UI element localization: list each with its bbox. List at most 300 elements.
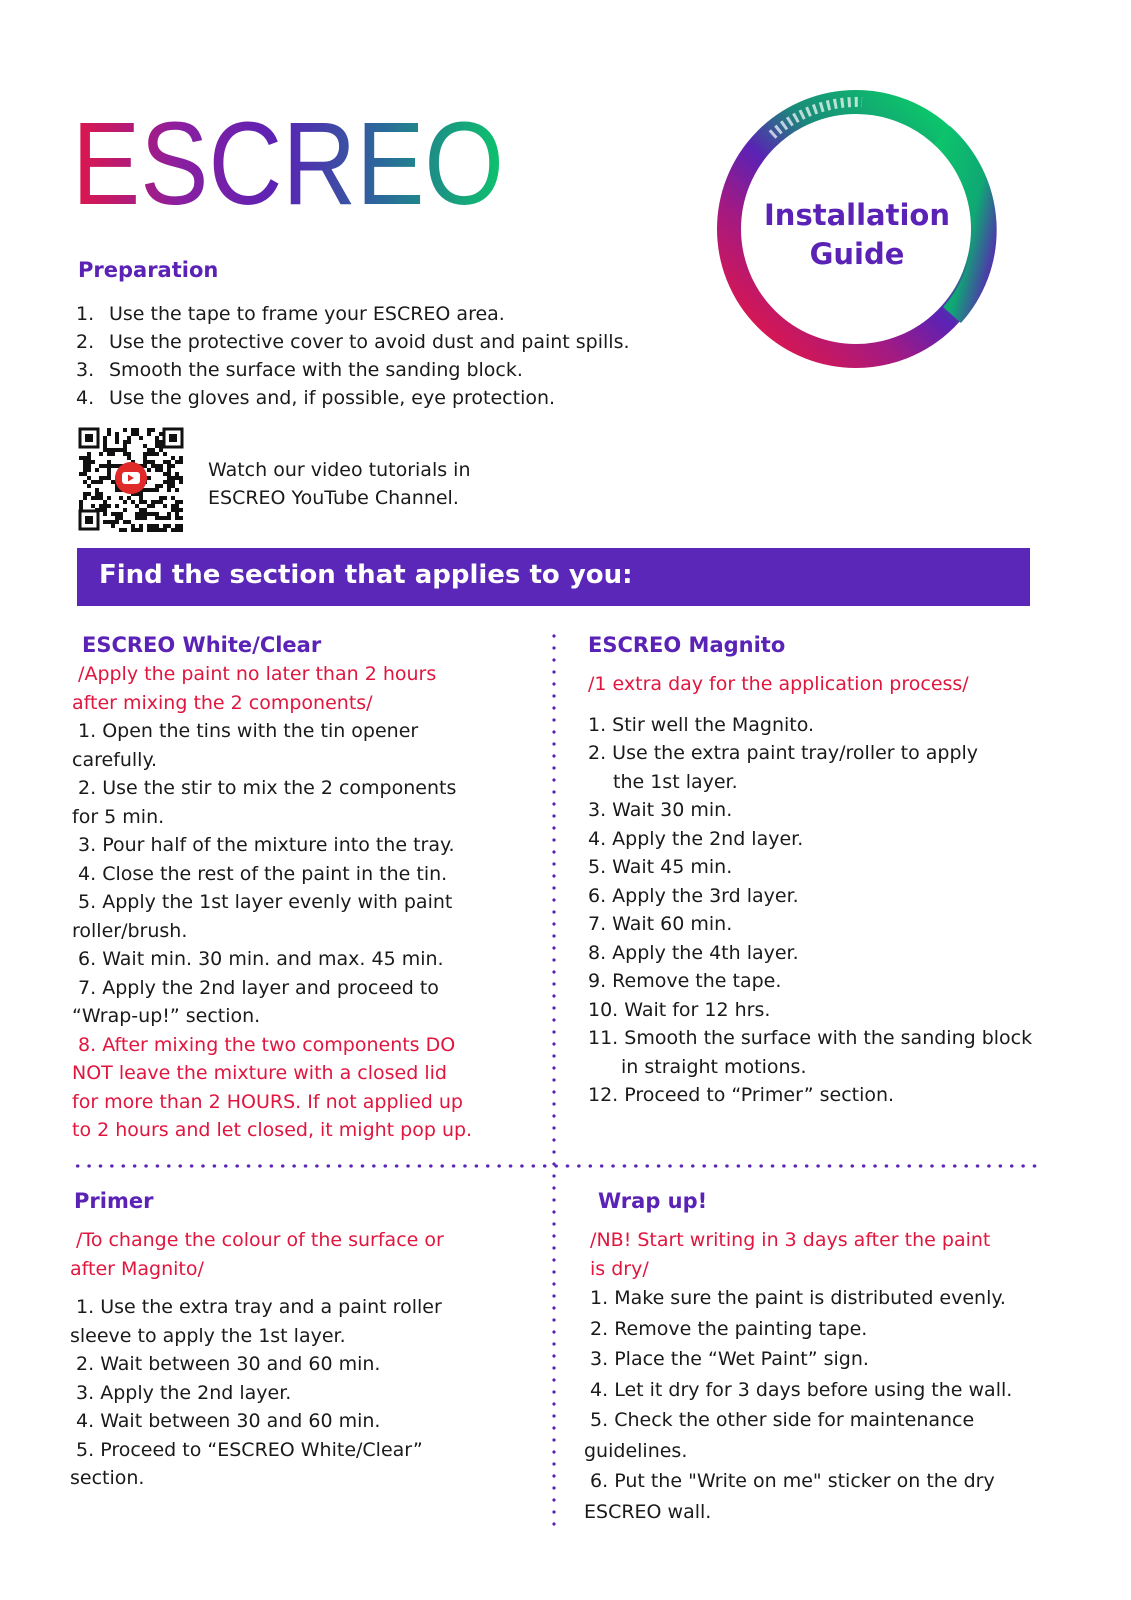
qr-module	[115, 436, 119, 440]
qr-module	[123, 452, 127, 456]
qr-module	[135, 528, 139, 532]
qr-module	[163, 516, 167, 520]
qr-module	[107, 520, 111, 524]
logo-text: ESCREO	[72, 98, 504, 230]
step-line: 1. Use the extra tray and a paint roller	[70, 1296, 442, 1318]
qr-module	[115, 432, 119, 436]
qr-module	[79, 504, 83, 508]
qr-module	[155, 464, 159, 468]
qr-module	[139, 528, 143, 532]
qr-module	[155, 468, 159, 472]
qr-module	[163, 524, 167, 528]
qr-module	[91, 504, 95, 508]
qr-module	[119, 496, 123, 500]
qr-module	[103, 440, 107, 444]
step-line: ESCREO wall.	[584, 1500, 712, 1523]
qr-module	[127, 440, 131, 444]
qr-module	[151, 464, 155, 468]
qr-module	[135, 512, 139, 516]
step-line: roller/brush.	[72, 919, 188, 942]
step-line: 2. Use the stir to mix the 2 components	[72, 777, 457, 799]
step-line: 10. Wait for 12 hrs.	[588, 998, 771, 1021]
step-line: carefully.	[72, 748, 158, 771]
qr-module	[171, 528, 175, 532]
qr-module	[147, 528, 151, 532]
badge-line-1: Installation	[764, 198, 950, 232]
qr-module	[107, 472, 111, 476]
qr-module	[83, 492, 87, 496]
qr-module	[127, 436, 131, 440]
qr-module	[99, 492, 103, 496]
qr-module	[159, 448, 163, 452]
qr-module	[111, 448, 115, 452]
qr-module	[159, 464, 163, 468]
preparation-item	[76, 356, 630, 384]
qr-module	[159, 432, 163, 436]
qr-module	[119, 512, 123, 516]
qr-module	[107, 468, 111, 472]
qr-module	[115, 440, 119, 444]
qr-module	[83, 464, 87, 468]
qr-module	[103, 476, 107, 480]
qr-module	[139, 496, 143, 500]
qr-module	[111, 524, 115, 528]
qr-module	[139, 492, 143, 496]
step-line: for 5 min.	[72, 805, 165, 828]
qr-module	[155, 512, 159, 516]
qr-module	[103, 436, 107, 440]
qr-module	[115, 448, 119, 452]
qr-module	[175, 500, 179, 504]
qr-module	[115, 520, 119, 524]
qr-module	[175, 524, 179, 528]
qr-module	[171, 484, 175, 488]
qr-module	[143, 452, 147, 456]
qr-module	[167, 484, 171, 488]
qr-module	[175, 512, 179, 516]
qr-module	[131, 428, 135, 432]
qr-module	[143, 512, 147, 516]
qr-module	[103, 512, 107, 516]
qr-module	[79, 472, 83, 476]
qr-module	[167, 516, 171, 520]
qr-module	[171, 476, 175, 480]
qr-module	[91, 480, 95, 484]
qr-module	[151, 488, 155, 492]
section-title: ESCREO White/Clear	[82, 633, 322, 657]
qr-module	[87, 452, 91, 456]
section-title: Primer	[74, 1189, 154, 1213]
step-line: 9. Remove the tape.	[588, 970, 782, 992]
qr-module	[155, 444, 159, 448]
qr-module	[163, 496, 167, 500]
qr-module	[163, 528, 167, 532]
section-note: /Apply the paint no later than 2 hours	[72, 663, 437, 685]
step-list	[584, 1283, 1084, 1527]
qr-module	[99, 504, 103, 508]
step-line: 3. Wait 30 min.	[588, 799, 733, 821]
qr-module	[171, 464, 175, 468]
qr-module	[151, 512, 155, 516]
qr-module	[159, 440, 163, 444]
step-line: guidelines.	[584, 1439, 688, 1462]
qr-module	[179, 508, 183, 512]
step-line: 2. Remove the painting tape.	[584, 1317, 868, 1340]
qr-module	[163, 504, 167, 508]
qr-module	[159, 468, 163, 472]
qr-module	[147, 488, 151, 492]
section-white-clear	[72, 630, 542, 1145]
qr-module	[119, 516, 123, 520]
section-note: after mixing the 2 components/	[72, 691, 373, 714]
qr-module	[167, 464, 171, 468]
step-line: 6. Wait min. 30 min. and max. 45 min.	[72, 948, 444, 970]
qr-module	[107, 476, 111, 480]
video-line-2: ESCREO YouTube Channel.	[208, 487, 459, 509]
item-number: 4.	[76, 387, 95, 409]
qr-module	[115, 488, 119, 492]
qr-module	[123, 428, 127, 432]
qr-module	[123, 448, 127, 452]
qr-module	[151, 524, 155, 528]
section-note: /1 extra day for the application process/	[588, 673, 969, 695]
qr-module	[87, 456, 91, 460]
step-list	[70, 1293, 540, 1493]
qr-module	[151, 528, 155, 532]
qr-module	[95, 496, 99, 500]
qr-module	[95, 468, 99, 472]
qr-module	[135, 428, 139, 432]
qr-module	[99, 496, 103, 500]
qr-module	[139, 500, 143, 504]
qr-module	[127, 456, 131, 460]
qr-module	[139, 524, 143, 528]
qr-module	[179, 524, 183, 528]
horizontal-divider	[72, 1164, 1040, 1168]
qr-module	[171, 504, 175, 508]
qr-module	[131, 500, 135, 504]
qr-module	[179, 480, 183, 484]
qr-module	[123, 528, 127, 532]
qr-module	[159, 444, 163, 448]
item-text: Use the tape to frame your ESCREO area.	[109, 303, 505, 325]
section-note: is dry/	[590, 1257, 649, 1280]
qr-module	[95, 488, 99, 492]
qr-module	[103, 500, 107, 504]
item-text: Use the protective cover to avoid dust and paint spills.	[109, 331, 630, 353]
qr-module	[167, 488, 171, 492]
item-number: 3.	[76, 359, 95, 381]
vertical-divider	[552, 630, 556, 1530]
qr-module	[175, 460, 179, 464]
qr-module	[103, 448, 107, 452]
qr-module	[103, 444, 107, 448]
section-note: after Magnito/	[70, 1257, 204, 1280]
qr-module	[87, 476, 91, 480]
qr-module	[143, 500, 147, 504]
item-number: 1.	[76, 303, 95, 325]
step-line: 4. Let it dry for 3 days before using the wall.	[584, 1378, 1013, 1401]
section-title: ESCREO Magnito	[588, 633, 786, 657]
qr-module	[123, 508, 127, 512]
qr-module	[107, 432, 111, 436]
step-line: the 1st layer.	[613, 770, 738, 793]
qr-module	[179, 460, 183, 464]
step-line: 7. Apply the 2nd layer and proceed to	[72, 976, 439, 999]
qr-module	[87, 492, 91, 496]
qr-module	[143, 456, 147, 460]
qr-module	[147, 524, 151, 528]
qr-module	[147, 460, 151, 464]
qr-module	[107, 428, 111, 432]
qr-module	[179, 476, 183, 480]
qr-module	[111, 520, 115, 524]
step-line: 2. Use the extra paint tray/roller to apply	[588, 742, 979, 764]
qr-module	[159, 516, 163, 520]
qr-module	[159, 484, 163, 488]
qr-module	[147, 428, 151, 432]
qr-module	[147, 512, 151, 516]
qr-module	[179, 528, 183, 532]
qr-module	[175, 508, 179, 512]
step-line: 6. Put the "Write on me" sticker on the dry	[584, 1470, 995, 1492]
qr-module	[147, 476, 151, 480]
preparation-heading: Preparation	[78, 258, 219, 282]
qr-module	[143, 508, 147, 512]
section-wrap-up	[584, 1186, 1084, 1527]
qr-module	[155, 440, 159, 444]
qr-module	[143, 516, 147, 520]
qr-module	[135, 432, 139, 436]
qr-module	[99, 476, 103, 480]
video-line-1: Watch our video tutorials in	[208, 459, 471, 481]
qr-module	[155, 528, 159, 532]
qr-module	[175, 472, 179, 476]
section-note: /To change the colour of the surface or	[70, 1229, 444, 1251]
step-line: NOT leave the mixture with a closed lid	[72, 1062, 447, 1084]
qr-module	[127, 452, 131, 456]
qr-module	[83, 472, 87, 476]
qr-module	[131, 432, 135, 436]
qr-module	[155, 516, 159, 520]
qr-module	[151, 500, 155, 504]
qr-module	[139, 436, 143, 440]
step-list	[72, 717, 542, 1031]
qr-module	[143, 460, 147, 464]
step-line: 12. Proceed to “Primer” section.	[588, 1084, 895, 1106]
qr-module	[167, 460, 171, 464]
qr-module	[123, 440, 127, 444]
qr-module	[171, 496, 175, 500]
banner-text: Find the section that applies to you:	[99, 560, 633, 590]
step-line: 3. Pour half of the mixture into the tray.	[72, 834, 455, 856]
step-line: section.	[70, 1467, 145, 1489]
qr-module	[167, 512, 171, 516]
qr-module	[115, 504, 119, 508]
qr-module	[131, 524, 135, 528]
step-list	[588, 711, 1078, 1110]
qr-module	[143, 444, 147, 448]
qr-module	[147, 448, 151, 452]
qr-module	[139, 508, 143, 512]
qr-module	[139, 516, 143, 520]
qr-module	[147, 504, 151, 508]
qr-module	[119, 448, 123, 452]
qr-module	[155, 488, 159, 492]
qr-module	[143, 464, 147, 468]
qr-module	[87, 464, 91, 468]
qr-module	[103, 464, 107, 468]
qr-module	[135, 516, 139, 520]
qr-module	[151, 460, 155, 464]
qr-module	[155, 524, 159, 528]
qr-module	[87, 484, 91, 488]
qr-module	[79, 500, 83, 504]
qr-module	[127, 496, 131, 500]
qr-module	[167, 476, 171, 480]
step-line: 11. Smooth the surface with the sanding block	[588, 1027, 1033, 1049]
qr-module	[151, 448, 155, 452]
item-text: Use the gloves and, if possible, eye protection.	[109, 387, 556, 409]
qr-module	[163, 480, 167, 484]
qr-module	[155, 500, 159, 504]
qr-module	[87, 468, 91, 472]
qr-module	[111, 480, 115, 484]
section-primer	[70, 1186, 540, 1493]
qr-module	[163, 460, 167, 464]
qr-module	[111, 464, 115, 468]
qr-module	[167, 480, 171, 484]
qr-module	[151, 452, 155, 456]
qr-module	[115, 464, 119, 468]
step-line: 1. Open the tins with the tin opener	[72, 720, 419, 742]
qr-module	[179, 516, 183, 520]
qr-module	[163, 472, 167, 476]
preparation-item	[76, 300, 630, 328]
qr-module	[119, 528, 123, 532]
section-magnito	[588, 630, 1078, 1110]
section-title: Wrap up!	[598, 1189, 708, 1213]
qr-module	[179, 456, 183, 460]
qr-module	[99, 480, 103, 484]
preparation-item	[76, 328, 630, 356]
qr-module	[171, 508, 175, 512]
qr-module	[99, 508, 103, 512]
qr-module	[147, 468, 151, 472]
step-line: to 2 hours and let closed, it might pop up.	[72, 1119, 473, 1141]
step-line: 7. Wait 60 min.	[588, 913, 733, 935]
qr-module	[147, 432, 151, 436]
qr-module	[159, 528, 163, 532]
qr-module	[83, 456, 87, 460]
step-line: 1. Stir well the Magnito.	[588, 713, 815, 736]
qr-module	[83, 496, 87, 500]
qr-module	[107, 496, 111, 500]
qr-module	[167, 468, 171, 472]
qr-module	[103, 520, 107, 524]
warning-list	[72, 1031, 542, 1145]
item-text: Smooth the surface with the sanding block.	[109, 359, 523, 381]
qr-module	[91, 460, 95, 464]
step-line: 8. After mixing the two components DO	[72, 1033, 456, 1056]
badge-line-2: Guide	[809, 237, 905, 271]
qr-module	[99, 464, 103, 468]
qr-module	[115, 512, 119, 516]
step-line: 8. Apply the 4th layer.	[588, 941, 799, 964]
qr-module	[123, 444, 127, 448]
qr-module	[103, 508, 107, 512]
qr-module	[139, 512, 143, 516]
qr-module	[175, 528, 179, 532]
installation-guide-badge	[742, 196, 972, 274]
qr-module	[151, 504, 155, 508]
qr-module	[155, 436, 159, 440]
qr-module	[95, 480, 99, 484]
step-line: 4. Wait between 30 and 60 min.	[70, 1410, 381, 1432]
qr-module	[131, 528, 135, 532]
qr-module	[155, 452, 159, 456]
qr-module	[91, 496, 95, 500]
step-line: sleeve to apply the 1st layer.	[70, 1324, 346, 1347]
qr-module	[79, 456, 83, 460]
section-note: /NB! Start writing in 3 days after the paint	[584, 1229, 991, 1251]
qr-module	[83, 468, 87, 472]
step-line: “Wrap-up!” section.	[72, 1005, 261, 1027]
video-tutorials-text	[208, 456, 470, 512]
qr-module	[175, 488, 179, 492]
qr-module	[87, 460, 91, 464]
qr-module	[127, 520, 131, 524]
qr-module	[99, 452, 103, 456]
qr-module	[143, 488, 147, 492]
qr-module	[107, 448, 111, 452]
step-line: 5. Wait 45 min.	[588, 856, 733, 878]
qr-module	[107, 464, 111, 468]
qr-module	[175, 516, 179, 520]
preparation-list	[76, 300, 630, 412]
step-line: 5. Apply the 1st layer evenly with paint	[72, 891, 453, 913]
step-line: 2. Wait between 30 and 60 min.	[70, 1353, 381, 1375]
qr-module	[111, 512, 115, 516]
qr-module	[171, 480, 175, 484]
qr-module	[83, 480, 87, 484]
escreo-logo	[72, 96, 512, 230]
qr-module	[103, 504, 107, 508]
item-number: 2.	[76, 331, 95, 353]
qr-module	[163, 452, 167, 456]
section-banner	[77, 548, 1030, 606]
qr-module	[179, 500, 183, 504]
qr-module	[123, 500, 127, 504]
qr-module	[107, 504, 111, 508]
preparation-item	[76, 384, 630, 412]
qr-module	[107, 460, 111, 464]
qr-module	[159, 496, 163, 500]
qr-module	[175, 476, 179, 480]
step-line: 4. Close the rest of the paint in the tin.	[72, 862, 448, 885]
qr-module	[123, 520, 127, 524]
step-line: 3. Apply the 2nd layer.	[70, 1381, 292, 1404]
youtube-qr-code-icon[interactable]	[78, 427, 184, 531]
step-line: 5. Check the other side for maintenance	[584, 1409, 975, 1431]
step-line: 1. Make sure the paint is distributed evenly.	[584, 1287, 1006, 1309]
step-line: in straight motions.	[621, 1055, 807, 1078]
qr-module	[175, 504, 179, 508]
step-line: for more than 2 HOURS. If not applied up	[72, 1090, 463, 1113]
qr-module	[155, 484, 159, 488]
qr-module	[95, 492, 99, 496]
qr-module	[171, 456, 175, 460]
